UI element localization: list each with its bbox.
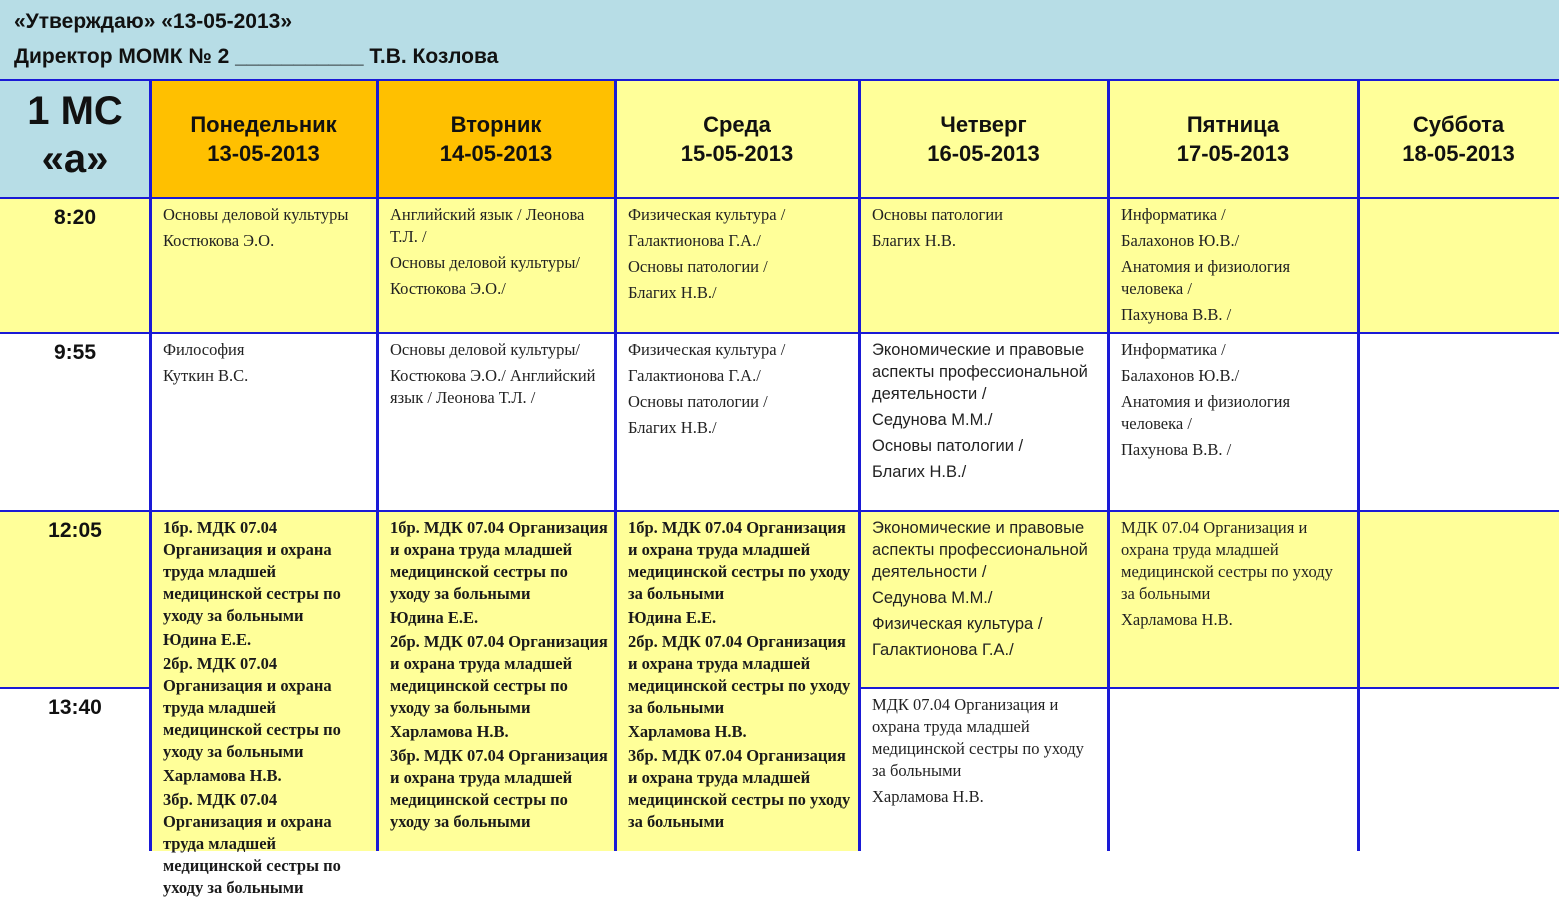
teacher: Седунова М.М./ xyxy=(872,589,993,607)
day-date: 13-05-2013 xyxy=(207,141,320,166)
day-date: 14-05-2013 xyxy=(439,141,553,166)
teacher: Галактионова Г.А./ xyxy=(628,231,761,250)
subject: Основы деловой культуры/ xyxy=(390,340,581,359)
grid-line xyxy=(0,79,1559,81)
lesson-cell xyxy=(150,333,377,511)
teacher: Костюкова Э.О./ xyxy=(390,279,506,298)
teacher: Благих Н.В./ xyxy=(628,418,717,437)
schedule-grid xyxy=(0,79,1559,897)
teacher: Благих Н.В./ xyxy=(872,463,967,481)
subject: 3бр. МДК 07.04 Организация и охрана труда младшей медицинской сестры по уходу за больными xyxy=(163,790,341,897)
lesson-cell xyxy=(859,511,1108,688)
time-slot-820: 8:20 xyxy=(0,198,150,333)
lesson-cell xyxy=(1108,198,1358,333)
lesson-cell-merged xyxy=(377,511,615,851)
teacher: Пахунова В.В. / xyxy=(1121,440,1232,459)
time-slot-1340: 13:40 xyxy=(0,688,150,851)
grid-line xyxy=(376,79,379,851)
day-header-tuesday xyxy=(377,79,615,198)
time-slot-1205: 12:05 xyxy=(0,511,150,688)
subject: Основы патологии / xyxy=(872,437,1024,455)
subject: Анатомия и физиология человека / xyxy=(1121,392,1291,433)
day-date: 17-05-2013 xyxy=(1176,141,1290,166)
teacher: Галактионова Г.А./ xyxy=(628,366,761,385)
day-header-wednesday xyxy=(615,79,859,198)
grid-line xyxy=(858,79,861,851)
grid-line xyxy=(0,332,1559,334)
teacher: Костюкова Э.О. xyxy=(163,231,275,250)
day-header-thursday xyxy=(859,79,1108,198)
subject: Информатика / xyxy=(1121,340,1226,359)
teacher: Пахунова В.В. / xyxy=(1121,305,1232,324)
approval-header xyxy=(0,0,1559,79)
teacher: Харламова Н.В. xyxy=(390,722,509,741)
grid-line xyxy=(149,79,152,851)
group-code: 1 МС xyxy=(27,89,123,133)
subject: 1бр. МДК 07.04 Организация и охрана труда младшей медицинской сестры по уходу за больными xyxy=(390,518,608,603)
teacher: Харламова Н.В. xyxy=(628,722,747,741)
lesson-cell xyxy=(615,198,859,333)
subject: 3бр. МДК 07.04 Организация и охрана труда младшей медицинской сестры по уходу за больными xyxy=(628,746,851,831)
subject: Основы патологии / xyxy=(628,257,768,276)
subject: 3бр. МДК 07.04 Организация и охрана труда младшей медицинской сестры по уходу за больными xyxy=(390,746,608,831)
subject: Основы патологии xyxy=(872,205,1003,224)
teacher: Балахонов Ю.В./ xyxy=(1121,231,1240,250)
day-date: 15-05-2013 xyxy=(680,141,794,166)
subject: МДК 07.04 Организация и охрана труда младшей медицинской сестры по уходу за больными xyxy=(872,695,1084,780)
day-name: Среда xyxy=(703,112,771,137)
group-letter: «а» xyxy=(41,137,109,181)
subject: 2бр. МДК 07.04 Организация и охрана труда младшей медицинской сестры по уходу за больными xyxy=(163,654,341,761)
day-name: Вторник xyxy=(450,112,542,137)
teacher: Харламова Н.В. xyxy=(872,787,984,806)
subject: Английский язык / Леонова Т.Л. / xyxy=(390,205,585,246)
subject: Основы деловой культуры/ xyxy=(390,253,581,272)
empty-lesson-cell xyxy=(1358,333,1559,511)
teacher: Галактионова Г.А./ xyxy=(872,641,1014,659)
group-name-cell xyxy=(0,79,150,198)
teacher: Костюкова Э.О./ Английский язык / Леонова Т.Л. / xyxy=(390,366,596,407)
day-name: Четверг xyxy=(940,112,1027,137)
day-header-monday xyxy=(150,79,377,198)
teacher: Юдина Е.Е. xyxy=(390,608,479,627)
teacher: Седунова М.М./ xyxy=(872,411,993,429)
lesson-cell xyxy=(377,333,615,511)
grid-line xyxy=(614,79,617,851)
subject: Основы патологии / xyxy=(628,392,768,411)
teacher: Юдина Е.Е. xyxy=(163,630,252,649)
day-header-saturday xyxy=(1358,79,1559,198)
teacher: Харламова Н.В. xyxy=(163,766,282,785)
grid-line xyxy=(1357,79,1360,851)
subject: 2бр. МДК 07.04 Организация и охрана труда младшей медицинской сестры по уходу за больными xyxy=(390,632,608,717)
day-date: 18-05-2013 xyxy=(1402,141,1515,166)
empty-lesson-cell xyxy=(1108,688,1358,851)
subject: 1бр. МДК 07.04 Организация и охрана труда младшей медицинской сестры по уходу за больными xyxy=(628,518,851,603)
lesson-cell xyxy=(859,688,1108,851)
empty-lesson-cell xyxy=(1358,688,1559,851)
lesson-cell-merged xyxy=(615,511,859,851)
approval-line: «Утверждаю» «13-05-2013» xyxy=(14,10,293,33)
grid-line xyxy=(0,197,1559,199)
lesson-cell xyxy=(1108,511,1358,688)
teacher: Куткин В.С. xyxy=(163,366,249,385)
lesson-cell xyxy=(615,333,859,511)
subject: Экономические и правовые аспекты профессиональной деятельности / xyxy=(872,341,1088,403)
grid-line xyxy=(0,510,1559,512)
subject: Физическая культура / xyxy=(628,340,786,359)
teacher: Харламова Н.В. xyxy=(1121,610,1233,629)
day-header-friday xyxy=(1108,79,1358,198)
teacher: Благих Н.В. xyxy=(872,231,956,250)
day-date: 16-05-2013 xyxy=(927,141,1040,166)
subject: Информатика / xyxy=(1121,205,1226,224)
subject: Философия xyxy=(163,340,245,359)
teacher: Благих Н.В./ xyxy=(628,283,717,302)
subject: Физическая культура / xyxy=(872,615,1043,633)
subject: 2бр. МДК 07.04 Организация и охрана труда младшей медицинской сестры по уходу за больными xyxy=(628,632,851,717)
teacher: Юдина Е.Е. xyxy=(628,608,717,627)
lesson-cell xyxy=(859,198,1108,333)
lesson-cell xyxy=(859,333,1108,511)
day-name: Суббота xyxy=(1412,112,1505,137)
director-line: Директор МОМК № 2 ___________ Т.В. Козлова xyxy=(14,45,499,68)
subject: Физическая культура / xyxy=(628,205,786,224)
empty-lesson-cell xyxy=(1358,198,1559,333)
grid-line xyxy=(0,687,150,689)
subject: Анатомия и физиология человека / xyxy=(1121,257,1291,298)
lesson-cell xyxy=(150,198,377,333)
subject: 1бр. МДК 07.04 Организация и охрана труда младшей медицинской сестры по уходу за больными xyxy=(163,518,341,625)
teacher: Балахонов Ю.В./ xyxy=(1121,366,1240,385)
empty-lesson-cell xyxy=(1358,511,1559,688)
lesson-cell-merged xyxy=(150,511,377,897)
lesson-cell xyxy=(1108,333,1358,511)
time-slot-955: 9:55 xyxy=(0,333,150,511)
lesson-cell xyxy=(377,198,615,333)
grid-line xyxy=(859,687,1559,689)
grid-line xyxy=(1107,79,1110,851)
subject: МДК 07.04 Организация и охрана труда младшей медицинской сестры по уходу за больными xyxy=(1121,518,1333,603)
subject: Основы деловой культуры xyxy=(163,205,349,224)
day-name: Пятница xyxy=(1186,112,1280,137)
day-name: Понедельник xyxy=(190,112,337,137)
subject: Экономические и правовые аспекты профессиональной деятельности / xyxy=(872,519,1088,581)
